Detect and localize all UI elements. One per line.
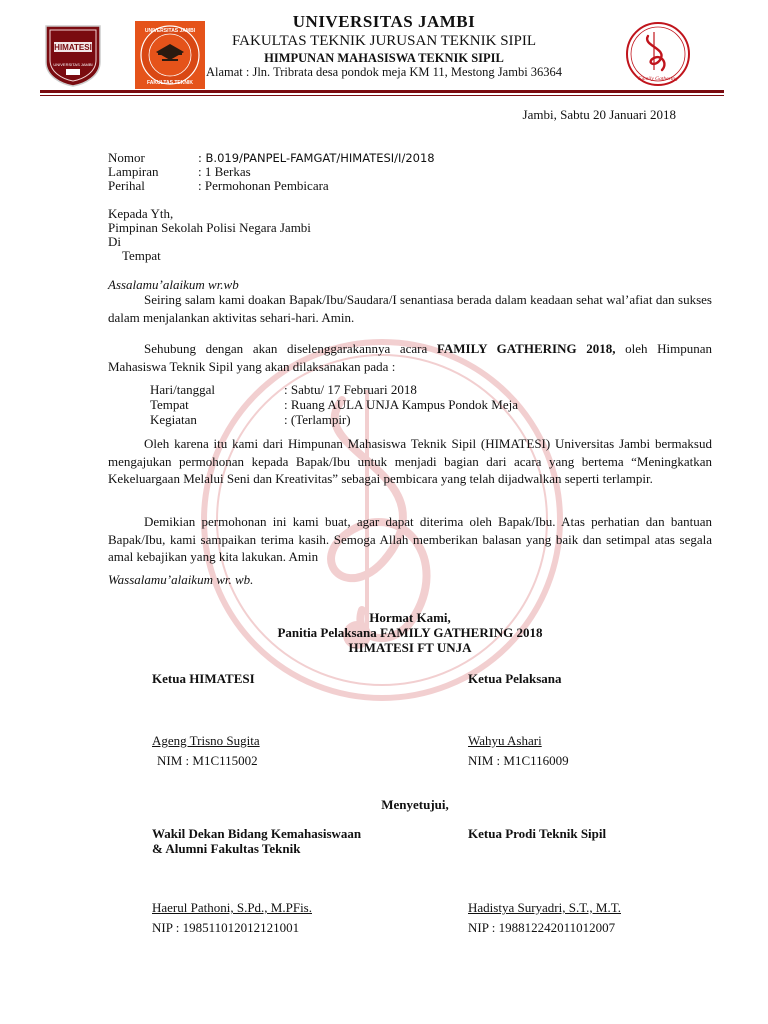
event-value-date: : Sabtu/ 17 Februari 2018 (284, 382, 417, 397)
closing-salutation: Wassalamu’alaikum wr. wb. (108, 572, 254, 587)
event-label-date: Hari/tanggal (150, 382, 215, 397)
signer-name-wakil-dekan: Haerul Pathoni, S.Pd., M.PFis. (152, 900, 312, 915)
recipient-di: Di (108, 234, 121, 249)
recipient-greeting: Kepada Yth, (108, 206, 174, 221)
signer-id-himatesi: NIM : M1C115002 (157, 753, 258, 768)
association-name: HIMPUNAN MAHASISWA TEKNIK SIPIL (264, 51, 504, 65)
letter-date: Jambi, Sabtu 20 Januari 2018 (522, 107, 676, 122)
faculty-logo-ring-bottom: FAKULTAS TEKNIK (147, 80, 193, 86)
signer-role-kaprodi: Ketua Prodi Teknik Sipil (468, 826, 607, 841)
event-value-place: : Ruang AULA UNJA Kampus Pondok Meja (284, 397, 518, 412)
sign-header-regards: Hormat Kami, (369, 610, 451, 625)
signer-id-pelaksana: NIM : M1C116009 (468, 753, 569, 768)
meta-value-nomor: : B.019/PANPEL-FAMGAT/HIMATESI/I/2018 (198, 151, 435, 165)
meta-label-nomor: Nomor (108, 150, 145, 165)
approval-label: Menyetujui, (381, 797, 449, 812)
signer-role-wakil-dekan-line2: & Alumni Fakultas Teknik (152, 841, 301, 856)
sign-header-org: HIMATESI FT UNJA (348, 640, 472, 655)
paragraph-closing: Demikian permohonan ini kami buat, agar dapat diterima oleh Bapak/Ibu. Atas perhatian dan bantuan Bapak/Ibu, kami sampaikan terima kasih. Semoga Allah memberikan balasan yang baik dan setimpal atas segala amal kebajikan yang kita lakukan. Amin (108, 514, 712, 564)
meta-label-perihal: Perihal (108, 178, 145, 193)
paragraph-request: Oleh karena itu kami dari Himpunan Mahasiswa Teknik Sipil (HIMATESI) Universitas Jambi bermaksud mengajukan permohonan kepada Bapak/Ibu untuk menjadi bagian dari acara yang bertema “Meningkatkan Kekeluargaan Melalui Seni dan Kreativitas” sebagai pembicara yang telah dijadwalkan seperti terlampir. (108, 436, 712, 486)
signer-role-pelaksana: Ketua Pelaksana (468, 671, 562, 686)
event-label-activity: Kegiatan (150, 412, 197, 427)
letterhead-rule-thick (40, 90, 724, 93)
letterhead-address: Alamat : Jln. Tribrata desa pondok meja KM 11, Mestong Jambi 36364 (205, 65, 563, 79)
signer-name-himatesi: Ageng Trisno Sugita (152, 733, 260, 748)
family-gathering-logo-text: Family Gathering (638, 76, 678, 82)
faculty-logo-ring-top: UNIVERSITAS JAMBI (144, 28, 196, 34)
signer-role-himatesi: Ketua HIMATESI (152, 671, 255, 686)
paragraph-greeting: Seiring salam kami doakan Bapak/Ibu/Saudara/I senantiasa berada dalam keadaan sehat wal’afiat dan sukses dalam menjalankan aktivitas sehari-hari. Amin. (108, 292, 712, 325)
paragraph-event-after: oleh Himpunan Mahasiswa Teknik Sipil yang akan dilaksanakan pada : (108, 341, 713, 374)
signer-id-kaprodi: NIP : 198812242011012007 (468, 920, 616, 935)
paragraph-event-intro (108, 340, 712, 375)
recipient-tempat: Tempat (122, 248, 161, 263)
event-value-activity: : (Terlampir) (284, 412, 351, 427)
signer-role-wakil-dekan: Wakil Dekan Bidang Kemahasiswaan (152, 826, 362, 841)
paragraph-event-before: Sehubung dengan akan diselenggarakannya acara (144, 341, 437, 356)
opening-salutation: Assalamu’alaikum wr.wb (108, 277, 239, 292)
himatesi-logo-sub: UNIVERSITAS JAMBI (53, 62, 93, 67)
university-name: UNIVERSITAS JAMBI (292, 12, 476, 31)
sign-header-committee: Panitia Pelaksana FAMILY GATHERING 2018 (277, 625, 543, 640)
event-label-place: Tempat (150, 397, 189, 412)
faculty-name: FAKULTAS TEKNIK JURUSAN TEKNIK SIPIL (231, 33, 537, 49)
meta-value-lampiran: : 1 Berkas (198, 164, 251, 179)
himatesi-logo-text: HIMATESI (54, 43, 92, 52)
letterhead-rule-thin (40, 95, 724, 96)
meta-label-lampiran: Lampiran (108, 164, 159, 179)
meta-value-perihal: : Permohonan Pembicara (198, 178, 329, 193)
recipient-name: Pimpinan Sekolah Polisi Negara Jambi (108, 220, 311, 235)
signer-name-kaprodi: Hadistya Suryadri, S.T., M.T. (468, 900, 621, 915)
signer-name-pelaksana: Wahyu Ashari (468, 733, 542, 748)
event-name: FAMILY GATHERING 2018, (436, 341, 616, 356)
signer-id-wakil-dekan: NIP : 198511012012121001 (152, 920, 300, 935)
